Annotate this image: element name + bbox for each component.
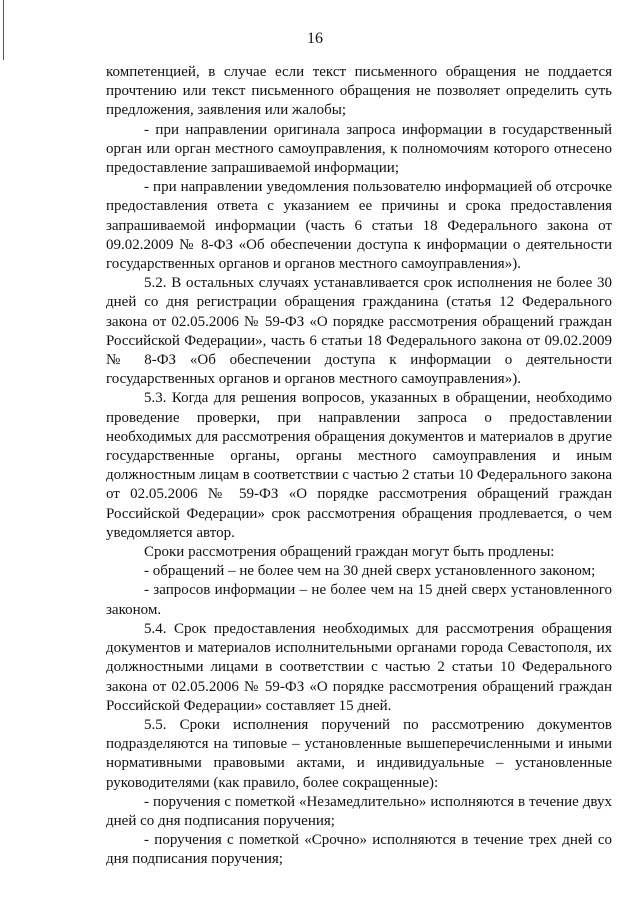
clause-5-5: 5.5. Сроки исполнения поручений по рассмотрению документов подразделяются на типовые – установленные вышеперечисленными и иными нормативными правовыми актами, и индивидуальные – установленные руководителями (как правило, более сокращенные): [106, 716, 612, 791]
document-body [106, 63, 612, 870]
clause-5-2: 5.2. В остальных случаях устанавливается срок исполнения не более 30 дней со дня регистрации обращения гражданина (статья 12 Федерального закона от 02.05.2006 № 59-ФЗ «О порядке рассмотрения обращений граждан Российской Федерации», часть 6 статьи 18 Федерального закона от 09.02.2009 № 8-ФЗ «Об обеспечении доступа к информации о деятельности государственных органов и органов местного самоуправления»). [106, 275, 612, 388]
clause-5-4: 5.4. Срок предоставления необходимых для рассмотрения обращения документов и материалов исполнительными органами города Севастополя, их должностными лицами в соответствии с частью 2 статьи 10 Федерального закона от 02.05.2006 № 59-ФЗ «О порядке рассмотрения обращений граждан Российской Федерации» составляет 15 дней. [106, 620, 612, 714]
page-number: 16 [307, 30, 323, 47]
list-item-immediate: - поручения с пометкой «Незамедлительно» исполняются в течение двух дней со дня подписания поручения; [106, 793, 612, 829]
list-item-urgent: - поручения с пометкой «Срочно» исполняются в течение трех дней со дня подписания поручения; [106, 832, 612, 868]
list-item-requests-extension: - запросов информации – не более чем на 15 дней сверх установленного законом. [106, 582, 612, 618]
extension-heading: Сроки рассмотрения обращений граждан могут быть продлены: [144, 544, 555, 561]
list-item-appeals-extension: - обращений – не более чем на 30 дней сверх установленного законом; [144, 563, 596, 580]
clause-5-3: 5.3. Когда для решения вопросов, указанных в обращении, необходимо проведение проверки, при направлении запроса о предоставлении необходимых для рассмотрения обращения документов и материалов в другие государственные органы, органы местного самоуправления и иным должностным лицам в соответствии с частью 2 статьи 10 Федерального закона от 02.05.2006 № 59-ФЗ «О порядке рассмотрения обращений граждан Российской Федерации» срок рассмотрения обращения продлевается, о чем уведомляется автор. [106, 390, 612, 541]
list-item-original-request: - при направлении оригинала запроса информации в государственный орган или орган местного самоуправления, к полномочиям которого отнесено предоставление запрашиваемой информации; [106, 121, 612, 177]
paragraph-continuation: компетенцией, в случае если текст письменного обращения не поддается прочтению или текст письменного обращения не позволяет определить суть предложения, заявления или жалобы; [106, 64, 612, 119]
list-item-postponement-notice: - при направлении уведомления пользователю информацией об отсрочке предоставления ответа с указанием ее причины и срока предоставления запрашиваемой информации (часть 6 статьи 18 Федерального закона от 09.02.2009 № 8-ФЗ «Об обеспечении доступа к информации о деятельности государственных органов и органов местного самоуправления»). [106, 179, 612, 273]
